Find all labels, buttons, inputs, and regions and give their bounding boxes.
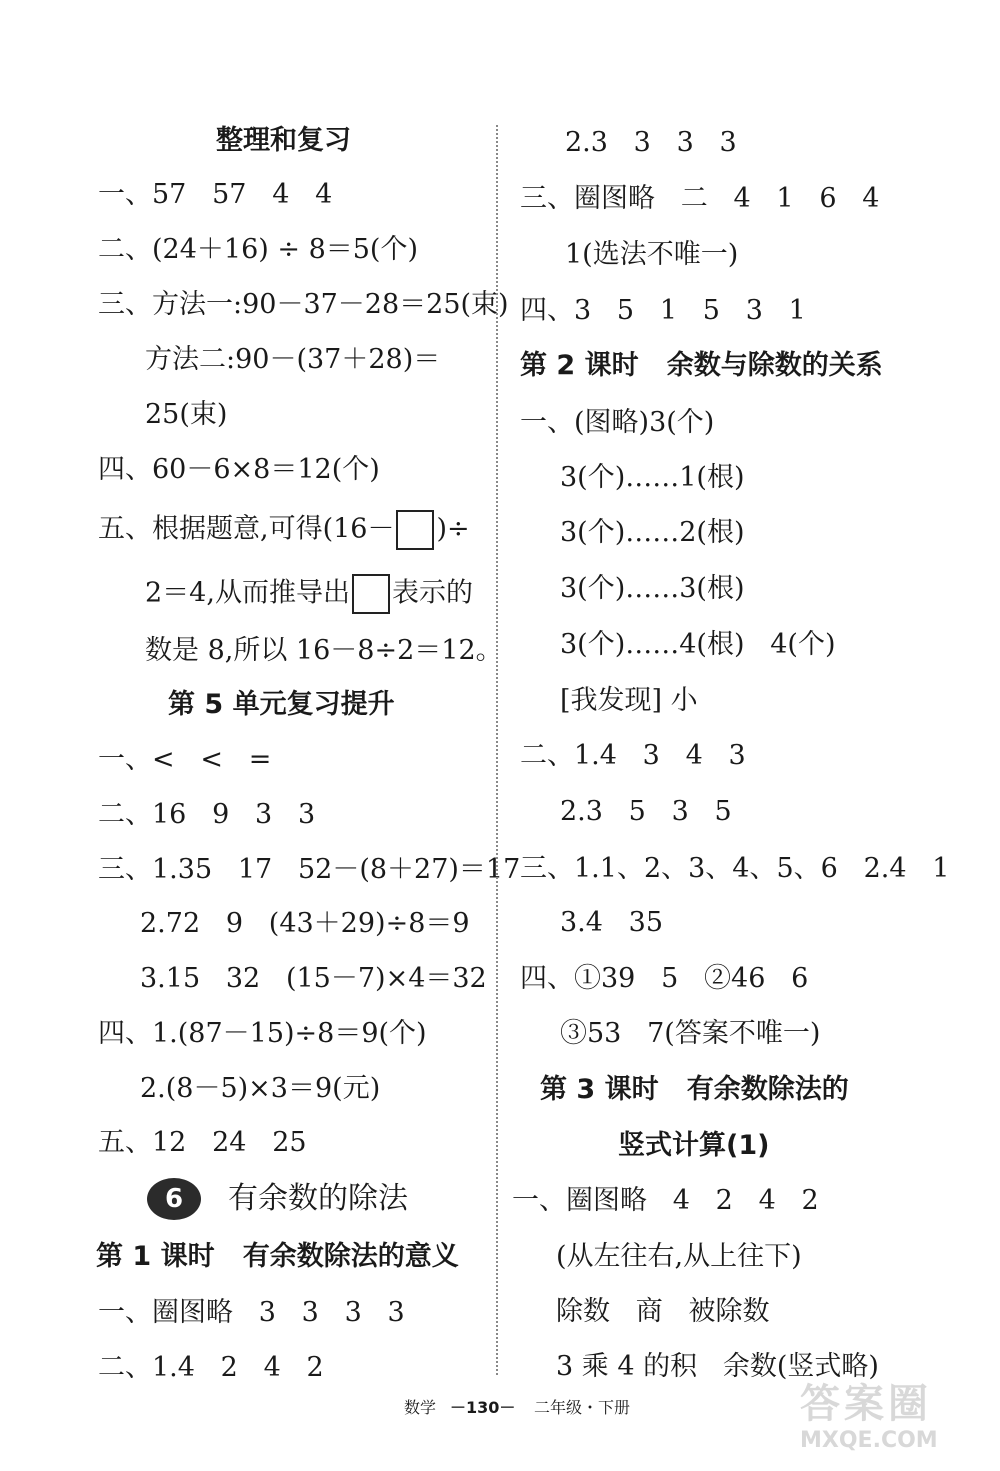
answer-line: 四、3 5 1 5 3 1	[520, 295, 806, 326]
answer-line: 三、圈图略 二 4 1 6 4	[520, 183, 880, 214]
answer-line: 三、方法一:90－37－28＝25(束)	[98, 289, 509, 320]
footer-subject: 数学	[404, 1398, 437, 1417]
answer-line: 四、1.(87－15)÷8＝9(个)	[98, 1018, 427, 1049]
answer-line: ③53 7(答案不唯一)	[560, 1018, 821, 1049]
answer-line: 二、1.4 3 4 3	[520, 740, 746, 771]
chapter-number-badge: 6	[147, 1178, 201, 1220]
section-title-lesson2: 第 2 课时 余数与除数的关系	[520, 350, 883, 381]
answer-line: 3.15 32 (15－7)×4＝32	[140, 963, 487, 994]
section-title-lesson1: 第 1 课时 有余数除法的意义	[96, 1241, 459, 1272]
answer-line: 一、圈图略 3 3 3 3	[98, 1297, 405, 1328]
answer-line: 一、57 57 4 4	[98, 179, 333, 210]
answer-text: )÷	[436, 513, 470, 545]
answer-line: 除数 商 被除数	[556, 1296, 770, 1327]
answer-line: 二、16 9 3 3	[98, 799, 316, 830]
answer-line: 1(选法不唯一)	[565, 239, 739, 270]
watermark-url: MXQE.COM	[800, 1428, 938, 1453]
answer-line: 3(个)……3(根)	[560, 573, 745, 604]
answer-line	[98, 510, 470, 550]
page-number: －130－	[450, 1398, 516, 1417]
site-watermark	[800, 1380, 990, 1460]
answer-line: 一、(图略)3(个)	[520, 407, 715, 438]
answer-text: 五、根据题意,可得(16－	[98, 513, 395, 545]
column-divider	[496, 125, 498, 1375]
answer-line: 一、< < =	[98, 744, 272, 775]
answer-line: 五、12 24 25	[98, 1127, 307, 1158]
answer-line: 二、1.4 2 4 2	[98, 1352, 324, 1383]
answer-line: 一、圈图略 4 2 4 2	[512, 1185, 819, 1216]
answer-line	[145, 574, 473, 614]
answer-line: [我发现] 小	[560, 685, 698, 716]
watermark-logo-text: 答案圈	[800, 1381, 932, 1427]
answer-line: 方法二:90－(37＋28)＝	[145, 344, 441, 375]
answer-text: 2＝4,从而推导出	[145, 577, 350, 609]
footer-grade: 二年级・下册	[534, 1398, 631, 1417]
section-title-lesson3-cont: 竖式计算(1)	[618, 1130, 770, 1161]
answer-line: 3 乘 4 的积 余数(竖式略)	[556, 1351, 879, 1382]
answer-line: 数是 8,所以 16－8÷2＝12。	[145, 635, 503, 666]
answer-line: 3(个)……2(根)	[560, 517, 745, 548]
blank-box	[396, 510, 434, 550]
chapter-title: 有余数的除法	[228, 1181, 408, 1216]
answer-line: 四、①39 5 ②46 6	[520, 963, 809, 994]
answer-line: 四、60－6×8＝12(个)	[98, 454, 380, 485]
blank-box	[352, 574, 390, 614]
answer-line: 3.4 35	[560, 907, 664, 938]
answer-line: 2.3 3 3 3	[565, 127, 737, 158]
answer-text: 表示的	[391, 577, 473, 609]
answer-line: 二、(24＋16) ÷ 8＝5(个)	[98, 234, 418, 265]
answer-line: 2.72 9 (43＋29)÷8＝9	[140, 908, 470, 939]
answer-line: 25(束)	[145, 399, 228, 430]
answer-line: (从左往右,从上往下)	[556, 1241, 802, 1272]
answer-line: 2.(8－5)×3＝9(元)	[140, 1073, 381, 1104]
answer-line: 三、1.35 17 52－(8＋27)＝17	[98, 854, 521, 885]
answer-line: 3(个)……1(根)	[560, 462, 745, 493]
section-title-lesson3: 第 3 课时 有余数除法的	[540, 1074, 849, 1105]
section-title-review: 整理和复习	[216, 125, 351, 156]
answer-line: 2.3 5 3 5	[560, 796, 732, 827]
answer-line: 3(个)……4(根) 4(个)	[560, 629, 836, 660]
section-title-unit5: 第 5 单元复习提升	[168, 689, 395, 720]
answer-line: 三、1.1、2、3、4、5、6 2.4 1	[520, 853, 950, 884]
